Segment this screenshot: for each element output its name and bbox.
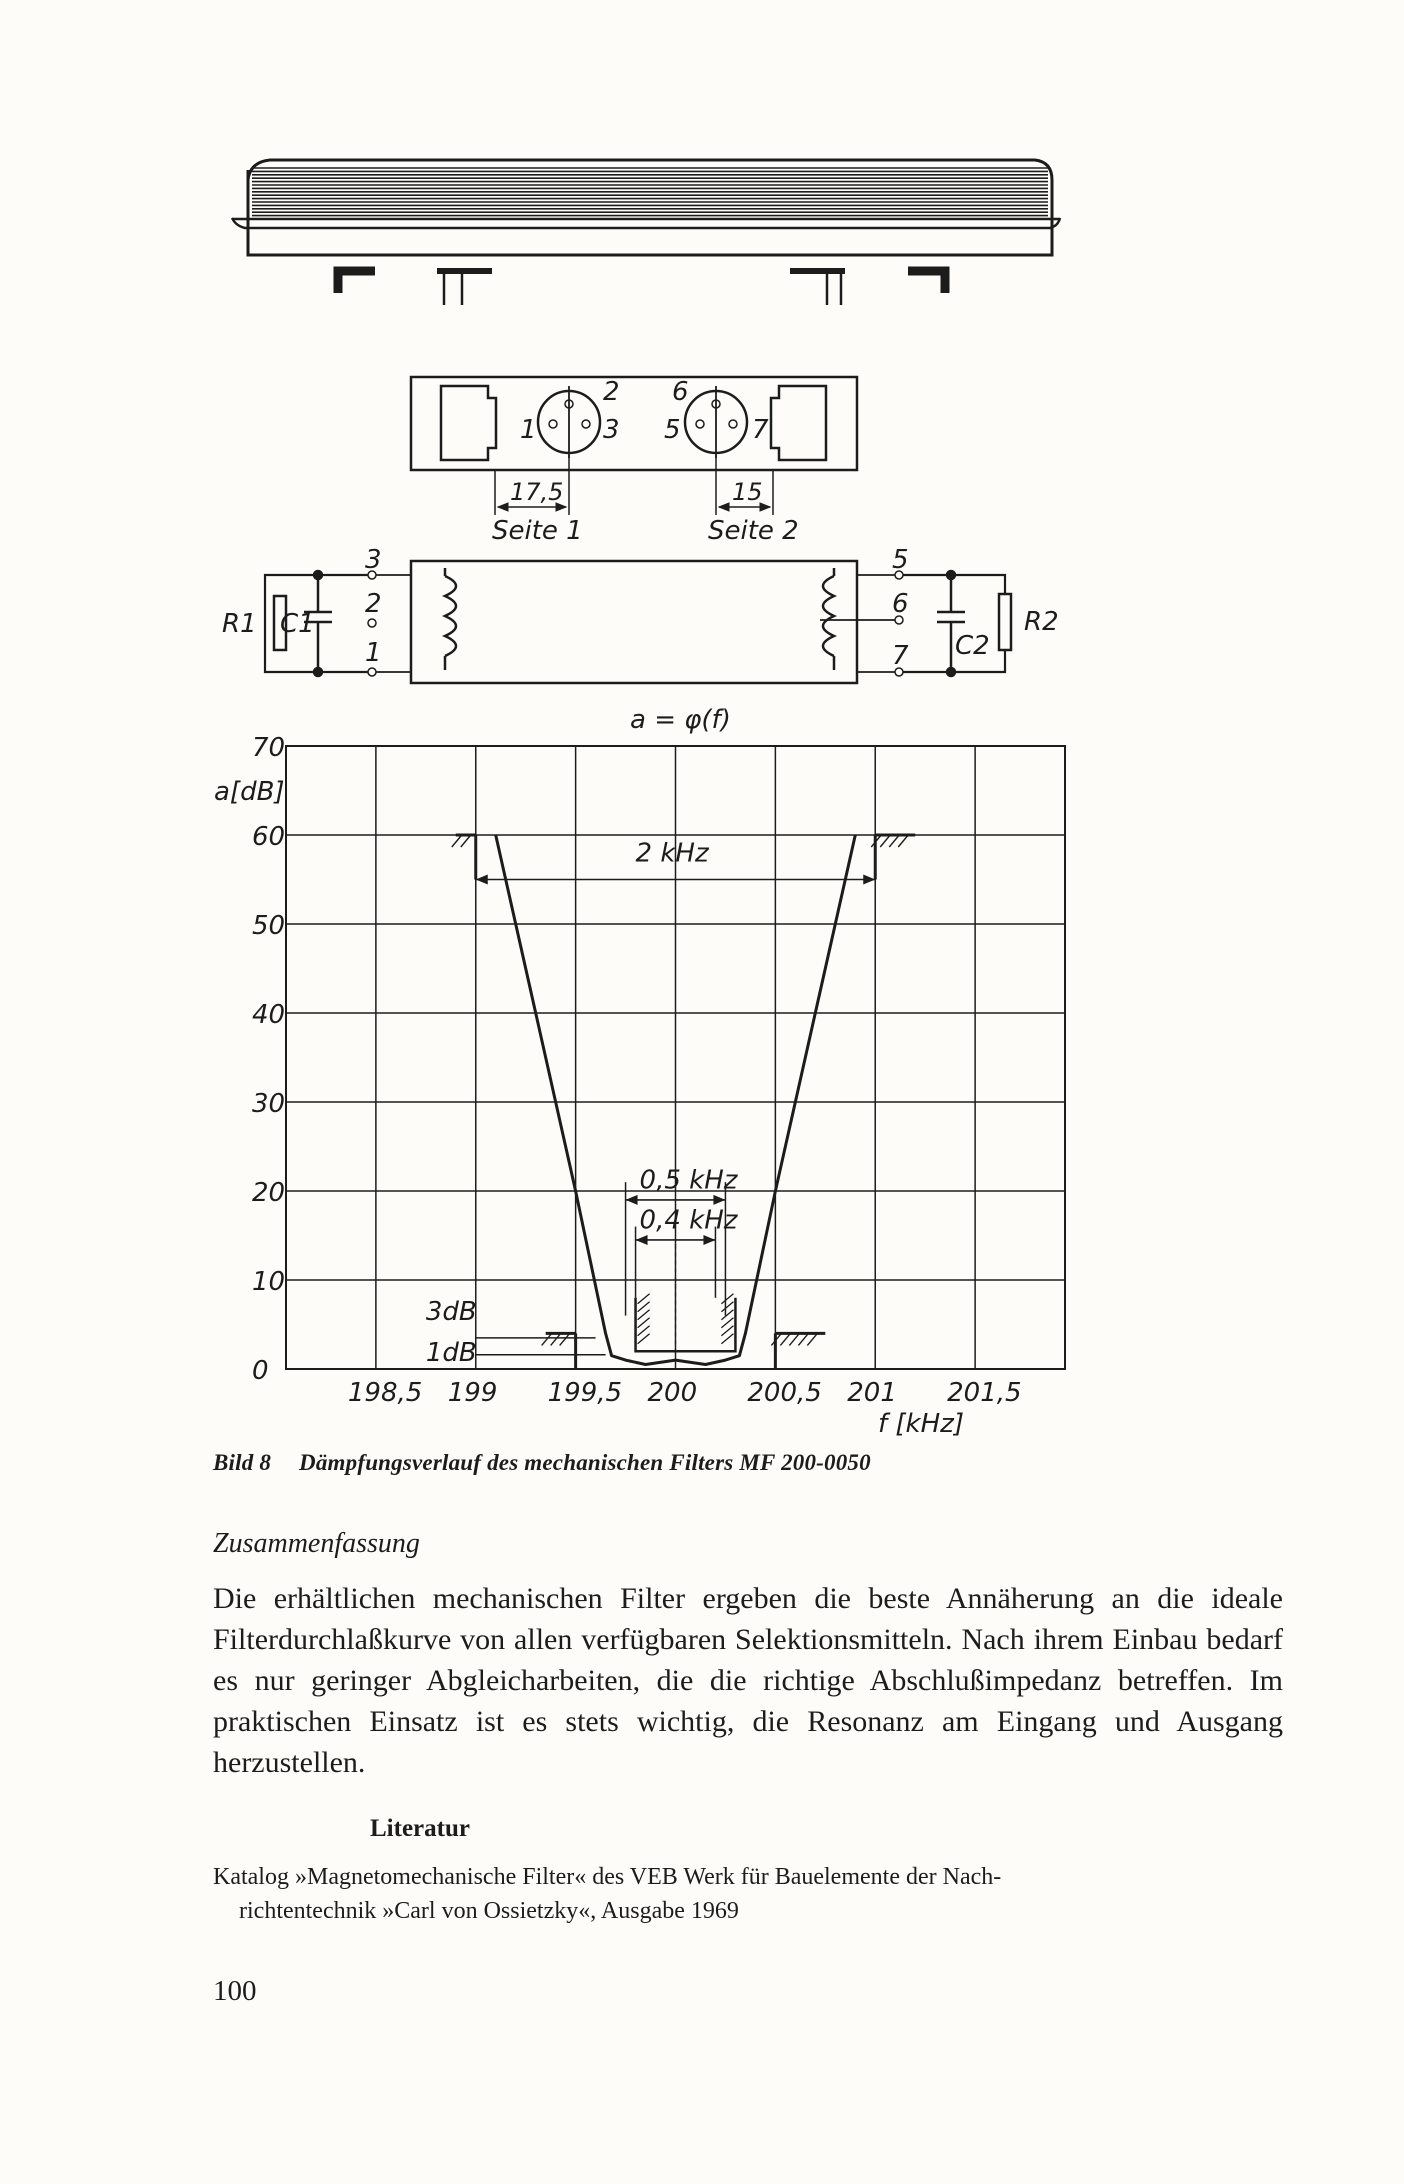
x-axis-label: f [kHz] [878, 1409, 964, 1439]
hatch-stroke [638, 1318, 650, 1328]
hatch-stroke [898, 835, 908, 847]
filter-housing-drawing [232, 160, 1060, 305]
hatch-stroke [789, 1333, 799, 1345]
svg-text:7: 7 [892, 641, 909, 671]
svg-text:15: 15 [732, 478, 763, 506]
hatch-stroke [880, 835, 890, 847]
x-tick-label: 200,5 [747, 1378, 822, 1408]
chart-title: a = φ(f) [630, 705, 731, 735]
hatch-stroke [551, 1333, 561, 1345]
hatch-stroke [798, 1333, 808, 1345]
hatch-stroke [889, 835, 899, 847]
hatch-stroke [780, 1333, 790, 1345]
hatch-stroke [452, 835, 462, 847]
svg-text:Seite 2: Seite 2 [708, 516, 799, 546]
hatch-stroke [461, 835, 471, 847]
svg-text:R2: R2 [1024, 607, 1059, 637]
section-heading: Zusammenfassung [213, 1528, 420, 1559]
circuit-labels [222, 545, 1059, 671]
bw3db-label: 0,5 kHz [639, 1165, 738, 1196]
y-axis-label: a[dB] [214, 777, 285, 807]
level-3db-label: 3dB [425, 1297, 477, 1328]
hatch-stroke [638, 1310, 650, 1320]
hatch-stroke [807, 1333, 817, 1345]
y-tick-label: 30 [252, 1089, 286, 1119]
hatch-stroke [721, 1318, 733, 1328]
svg-text:5: 5 [664, 415, 681, 445]
x-tick-label: 199,5 [547, 1378, 623, 1408]
literature-heading: Literatur [370, 1815, 470, 1842]
svg-text:2: 2 [365, 589, 382, 619]
caption-label: Bild 8 [213, 1450, 272, 1475]
page-number: 100 [213, 1975, 257, 2007]
y-tick-label: 50 [252, 911, 286, 941]
svg-text:C1: C1 [280, 609, 315, 639]
y-tick-label: 20 [252, 1178, 286, 1208]
hatch-stroke [638, 1302, 650, 1312]
literature-reference [213, 1860, 1283, 1928]
y-tick-label: 70 [252, 733, 286, 763]
pin-labels [492, 377, 799, 546]
hatch-stroke [638, 1294, 650, 1304]
svg-text:R1: R1 [222, 609, 257, 639]
x-tick-label: 198,5 [347, 1378, 423, 1408]
y-tick-labels [252, 733, 285, 1386]
y-tick-label: 10 [252, 1267, 286, 1297]
svg-text:5: 5 [892, 545, 909, 575]
hatch-stroke [638, 1334, 650, 1344]
hatch-stroke [721, 1310, 733, 1320]
hatch-stroke [721, 1326, 733, 1336]
x-tick-label: 199 [447, 1378, 498, 1408]
hatch-stroke [560, 1333, 570, 1345]
y-tick-label: 60 [252, 822, 286, 852]
svg-text:Seite 1: Seite 1 [492, 516, 583, 546]
x-tick-label: 201,5 [947, 1378, 1022, 1408]
summary-paragraph: Die erhältlichen mechanischen Filter ergeben die beste Annäherung an die ideale Filterdurchlaßkurve von allen verfügbaren Selektionsmitteln. Nach ihrem Einbau bedarf es nur geringer Abgleicharbeiten, die die richtige Abschlußimpedanz betreffen. Im praktischen Einsatz ist es stets wichtig, die Resonanz am Eingang und Ausgang herzustellen. [213, 1582, 1283, 1779]
passband-box [636, 1298, 736, 1351]
svg-text:1: 1 [520, 415, 537, 445]
svg-text:17,5: 17,5 [510, 478, 564, 506]
x-tick-label: 200 [647, 1378, 698, 1408]
svg-text:1: 1 [365, 638, 382, 668]
svg-text:3: 3 [603, 415, 620, 445]
svg-text:6: 6 [892, 589, 909, 619]
x-tick-label: 201 [847, 1378, 897, 1408]
figure-caption [213, 1450, 871, 1476]
reference-line-2: richtentechnik »Carl von Ossietzky«, Ausgabe 1969 [239, 1898, 739, 1924]
svg-text:3: 3 [365, 545, 382, 575]
attenuation-chart [214, 705, 1065, 1439]
svg-text:2: 2 [603, 377, 620, 407]
hatch-stroke [542, 1333, 552, 1345]
caption-text: Dämpfungsverlauf des mechanischen Filters MF 200-0050 [299, 1450, 871, 1475]
y-tick-label: 0 [252, 1356, 269, 1386]
chart-annotations [426, 839, 875, 1368]
filter-top-view [411, 377, 857, 515]
hatch-stroke [721, 1302, 733, 1312]
svg-text:7: 7 [752, 415, 769, 445]
hatch-stroke [721, 1334, 733, 1344]
stopband-width-label: 2 kHz [635, 838, 709, 869]
svg-text:C2: C2 [955, 631, 990, 661]
hatch-stroke [721, 1294, 733, 1304]
bw1db-label: 0,4 kHz [639, 1205, 738, 1236]
reference-line-1: Katalog »Magnetomechanische Filter« des VEB Werk für Bauelemente der Nach- [213, 1864, 1002, 1890]
y-tick-label: 40 [252, 1000, 286, 1030]
hatch-stroke [638, 1326, 650, 1336]
x-tick-labels [348, 1378, 1022, 1408]
level-1db-label: 1dB [425, 1337, 477, 1368]
svg-text:6: 6 [672, 377, 689, 407]
